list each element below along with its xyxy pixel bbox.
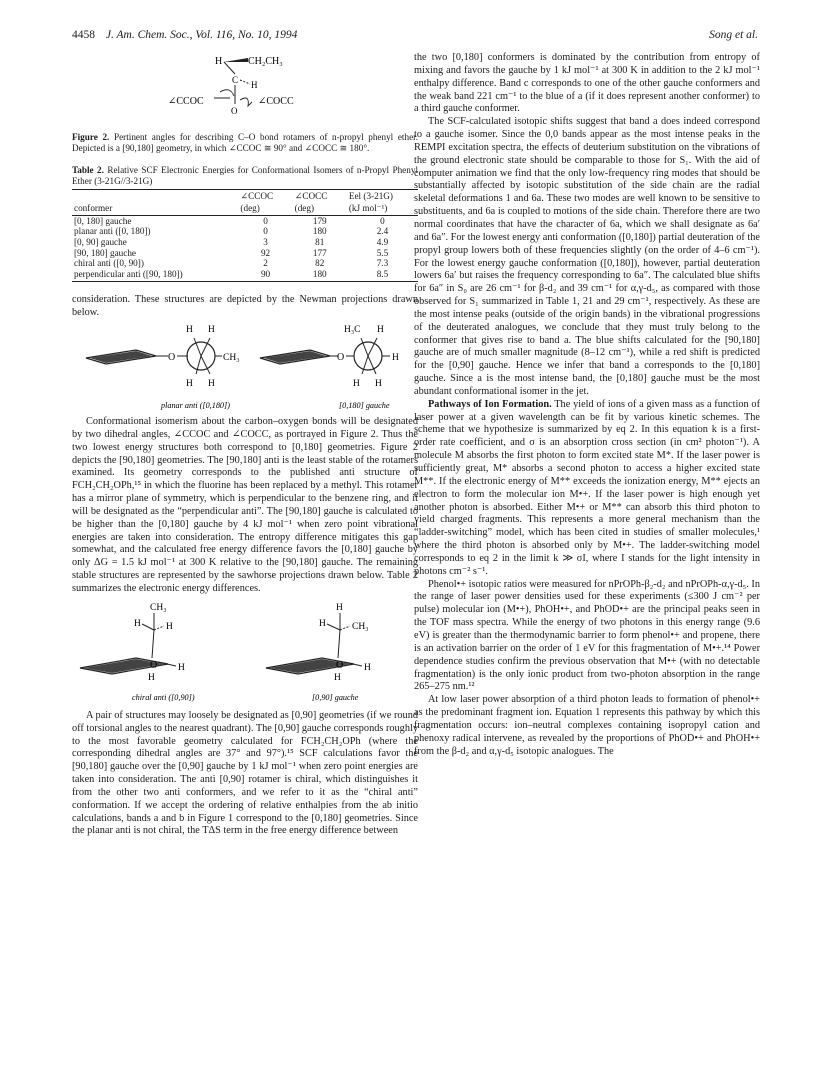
paragraph-phenol-ratios: Phenol•+ isotopic ratios were measured for nPrOPh-β₂-d₂ and nPrOPh-α,γ-d₅. In the range of laser power densities used for these experiments (≤300 J cm⁻² per pulse) molecular ion (M•+), PhOH•+, and PhOD•+ are the principal peaks seen in the TOF mass spectra. While the energy of two photons in this energy range (9.6 eV) is greater than the thermodynamic barrier to form phenol•+ and propene, there is an activation barrier on the order of 1 eV for this fragmentation of M•+.¹⁴ Power dependence studies confirm the previous observation that M•+ (with no detectable fragmentation) is the only ionic product from two-photon absorption in the range 265–275 nm.¹²: [414, 578, 760, 693]
left-column: [72, 52, 418, 838]
table-cell-cocc: 180: [293, 269, 347, 282]
table-2-header-row: [72, 189, 418, 202]
figure-2-caption: [72, 132, 418, 155]
table-2-title-text: Relative SCF Electronic Energies for Conformational Isomers of n-Propyl Phenyl Ether (3-21G//3-21G): [72, 164, 418, 186]
table-2-header-energy: Eel (3-21G): [347, 189, 418, 202]
table-cell-cocc: 180: [312, 226, 327, 237]
table-2-header-cocc-unit: (deg): [293, 202, 347, 215]
sawhorse-left-cc-bond: [152, 630, 154, 658]
sawhorse-right-bond-h2: [327, 624, 340, 630]
fig2-wedge-bond: [224, 58, 248, 62]
newman-gauche: [260, 325, 399, 410]
header-authors: Song et al.: [709, 29, 758, 41]
table-row: [72, 237, 418, 248]
sawhorse-right-cc-bond: [338, 630, 340, 658]
newman-projections: [72, 320, 418, 416]
newman-left-h4: H: [208, 379, 215, 390]
table-row: [72, 258, 418, 269]
newman-left-h2: H: [208, 325, 215, 336]
table-cell-energy: 7.3: [376, 258, 389, 269]
newman-right-h1: H: [377, 325, 384, 336]
newman-left-bond-d: [201, 356, 210, 374]
table-cell-energy: 0: [380, 215, 385, 226]
sawhorse-left-o: O: [150, 659, 158, 671]
table-cell-ccoc: 90: [238, 269, 292, 282]
fig2-c-label: C: [232, 75, 239, 85]
fig2-o-label: O: [231, 106, 238, 116]
newman-right-bond-d: [368, 356, 376, 374]
table-2-header-ccoc: ∠CCOC: [238, 189, 292, 202]
sawhorse-right-h3: H: [364, 662, 371, 673]
paragraph-two-conformers: the two [0,180] conformers is dominated by the contribution from entropy of mixing and favors the gauche by 1 kJ mol⁻¹ at 300 K in addition to the 2 kJ mol⁻¹ enthalpy difference. Band c corresponds to one of the other gauche conformers and the weak band 221 cm⁻¹ to the blue of a (if it does represent another conformer) to a third gauche conformer.: [414, 52, 760, 115]
sawhorse-right-h4: H: [334, 672, 341, 683]
sawhorse-left-ch3: CH₃: [150, 602, 167, 613]
table-row: [72, 215, 418, 226]
table-cell-conformer: perpendicular anti ([90, 180]): [72, 269, 238, 282]
newman-right-bond-c: [362, 356, 368, 374]
table-cell-conformer: [90, 180] gauche: [74, 247, 136, 258]
table-cell-cocc: 81: [315, 236, 325, 247]
paragraph-pair-of-structures: A pair of structures may loosely be designated as [0,90] geometries (if we round off torsional angles to the nearest quadrant). The [0,90] gauche corresponds roughly to the most favorable geometry calculated for FCH₂CH₂OPh (where the corresponding dihedral angles are 37° and 97°).¹⁵ SCF calculations favor the [90,180] gauche over the [0,90] gauche by 1 kJ mol⁻¹ when zero point energies are taken into consideration. The anti [0,90] rotamer is chiral, which distinguishes it from the other two anti conformers, and we refer to it as the “chiral anti” conformation. If we accept the ordering of relative enthalpies from the ab initio calculations, bands a and b in Figure 1 correspond to the [0,180] geometries. Since the planar anti is not chiral, the TΔS term in the free energy difference between: [72, 709, 418, 837]
newman-right-h3c: H₃C: [344, 325, 361, 336]
table-cell-energy: 5.5: [376, 247, 389, 258]
sawhorse-chiral-anti: [80, 603, 195, 702]
table-cell-ccoc: 0: [263, 226, 268, 237]
figure-2-caption-label: Figure 2.: [72, 132, 110, 142]
figure-2-diagram: [72, 52, 418, 132]
sawhorse-gauche: [266, 603, 371, 702]
figure-2-caption-text: Pertinent angles for describing C–O bond rotamers of n-propyl phenyl ether. Depicted is a [90,180] geometry, in which ∠CCOC ≅ 90° and ∠COCC ≅ 180°.: [72, 132, 418, 154]
section-heading-pathways: Pathways of Ion Formation.: [428, 398, 552, 410]
fig2-dash-bond: [240, 80, 250, 84]
table-cell-cocc: 179: [312, 215, 327, 226]
running-header: [72, 29, 758, 47]
newman-right-bond-a: [361, 338, 368, 356]
fig2-h2-label: H: [251, 80, 258, 90]
table-cell-conformer: chiral anti ([0, 90]): [74, 258, 144, 269]
sawhorse-right-label: [0,90] gauche: [312, 692, 359, 702]
sawhorse-right-ch3: CH₃: [352, 621, 369, 632]
fig2-ch2ch3-label: CH₂CH₃: [248, 56, 283, 67]
newman-right-h2: H: [353, 379, 360, 390]
sawhorse-right-h2: H: [319, 618, 326, 629]
table-cell-cocc: 82: [315, 258, 325, 269]
newman-left-h1: H: [186, 325, 193, 336]
sawhorse-left-bond-h2: [154, 626, 164, 630]
newman-left-o: O: [168, 352, 176, 364]
table-cell-ccoc: 0: [263, 215, 268, 226]
fig2-arc-right: [240, 98, 252, 106]
table-2-label: Table 2.: [72, 164, 104, 175]
table-row: [72, 269, 418, 282]
fig2-angle-cocc: ∠COCC: [258, 96, 294, 107]
table-2-title: [72, 165, 418, 187]
newman-left-bond-a: [194, 338, 201, 356]
sawhorse-left-label: chiral anti ([0,90]): [132, 692, 195, 702]
sawhorse-projections: [72, 596, 418, 706]
newman-left-label: planar anti ([0,180]): [161, 401, 230, 411]
fig2-bond-1: [224, 62, 235, 74]
sawhorse-left-bond-h1: [142, 624, 154, 630]
right-column: [414, 52, 760, 758]
fig2-angle-ccoc: ∠CCOC: [168, 96, 204, 107]
paragraph-scf-isotopic-shifts: The SCF-calculated isotopic shifts suggest that band a does indeed correspond to a gauche isomer. Since the 0,0 bands appear as the most intense peaks in the REMPI excitation spectra, the effects of deuterium substitution on the vibrations of the ground electronic state should be comparable to those for S₁. With the aid of computer animation we find that the only low-frequency ring modes that should be substantially affected by isotopic substitution of the side chain are the radial skeletal deformations 1 and 6a. These two modes are well known to be sensitive to substituents, and 6a is coupled to motions of the side chain. Therefore there are two normal coordinates that have the character of 6a, which we shall designate as 6a′ and 6a″. For the lowest energy anti conformation ([0,180]) partial deuteration of the propyl group lowers both of these frequencies slightly (on the order of 4–6 cm⁻¹). For the lowest energy gauche conformation ([0,180]), however, partial deuteration lowers 6a′ but raises the frequency corresponding to 6a″. The calculated blue shifts for 6a″ in S₀ are 26 cm⁻¹ for β-d₂ and 39 cm⁻¹ for α,γ-d₅, as compared with those observed for S₁ summarized in Table 1, 21 and 29 cm⁻¹, respectively. As these are the most intense peaks (outside of the origin bands) in the vibrational progressions of the deuterated analogues, we conclude that they must truly belong to the conformer that gives rise to band a. The blue shifts calculated for the [90,180] gauche are of much smaller magnitude (8–12 cm⁻¹), while a red shift is predicted for the [0,90] gauche. Hence we infer that band a corresponds to the [0,180] gauche. Since a is the most intense band, the [0,180] gauche must be the most abundant conformational isomer in the jet.: [414, 116, 760, 397]
journal-citation: J. Am. Chem. Soc., Vol. 116, No. 10, 1994: [105, 29, 298, 41]
table-2-header-row-2: [72, 202, 418, 215]
paragraph-pathways: [414, 399, 760, 579]
table-cell-conformer: planar anti ([0, 180]): [74, 226, 151, 237]
table-cell-energy: 8.5: [347, 269, 418, 282]
newman-right-o: O: [337, 352, 345, 364]
table-2: [72, 189, 418, 283]
sawhorse-right-bond-ch3: [340, 626, 350, 630]
paragraph-conformational-isomerism: Conformational isomerism about the carbon–oxygen bonds will be designated by two dihedral angles, ∠CCOC and ∠COCC, as portrayed in Figure 2. Thus the two lowest energy structures both correspond to [0,180] geometries. Figure 2 depicts the [90,180] geometries. The [90,180] anti is the least stable of the rotamers examined. Its geometry corresponds to the published anti structure of FCH₂CH₂OPh,¹⁵ in which the fluorine has been replaced by a methyl. This rotamer has a mirror plane of symmetry, which is perpendicular to the benzene ring, and it will be designated as the “perpendicular anti”. The [90,180] gauche is calculated to be higher than the [0,180] gauche by 4 kJ mol⁻¹ when zero point vibrational energies are taken into consideration. The entropy difference mitigates this gap somewhat, and the calculated free energy difference favors the [0,180] gauche by only ΔG = 1.5 kJ mol⁻¹ at 300 K relative to the [90,180] gauche. The remaining stable structures are represented by the sawhorse projections drawn below. Table 2 summarizes the electronic energy differences.: [72, 416, 418, 594]
table-2-header-ccoc-unit: (deg): [238, 202, 292, 215]
sawhorse-left-h2: H: [166, 621, 173, 632]
table-cell-ccoc: 92: [260, 247, 271, 258]
newman-left-bond-c: [196, 356, 201, 374]
table-2-header-energy-unit: (kJ mol⁻¹): [347, 202, 418, 215]
newman-right-h3: H: [375, 379, 382, 390]
sawhorse-right-o: O: [336, 659, 344, 671]
newman-right-bond-b: [368, 338, 377, 356]
fig2-arc-left: [220, 90, 234, 96]
newman-planar-anti: [86, 325, 240, 410]
table-2-header-cocc: ∠COCC: [293, 189, 347, 202]
table-2-header-conformer: conformer: [72, 202, 238, 215]
paragraph-low-laser-power: At low laser power absorption of a third photon leads to formation of phenol•+ as the predominant fragment ion. Equation 1 represents this pathway by which this fragmentation occurs: ion–neutral complexes containing isopropyl cation and phenoxy radical intervene, as revealed by the proportions of PhOD•+ and PhOH•+ from the β-d₂ and α,γ-d₅ isotopic analogues. The: [414, 694, 760, 757]
table-cell-energy: 2.4: [376, 226, 389, 237]
table-cell-ccoc: 3: [263, 236, 268, 247]
newman-right-label: [0,180] gauche: [339, 401, 390, 411]
sawhorse-left-h4: H: [148, 672, 155, 683]
table-cell-conformer: [0, 90] gauche: [74, 236, 127, 247]
newman-right-h4: H: [392, 353, 399, 364]
table-2-header-blank: [72, 189, 238, 202]
paragraph-consideration: consideration. These structures are depicted by the Newman projections drawn below.: [72, 294, 418, 319]
paragraph-pathways-text: The yield of ions of a given mass as a function of laser power at a given wavelength can be fit by various kinetic schemes. The scheme that we hypothesize is summarized by eq 2. In this equation k is a first-order rate coefficient, and σ is an absorption cross section (in cm² photon⁻¹). A molecule M absorbs the first photon to form excited state M*. If the laser power is sufficiently great, M* absorbs a second photon to access a higher excited state M**. If the electronic energy of M** exceeds the ionization energy, M** ejects an electron to form the molecular ion M•+. If the laser power is high enough yet another photon is absorbed. Either M•+ or M** can absorb this third photon to yield charged fragments. This represents a more general mechanism than the “ladder-switching” model, which has been cited in studies of smaller molecules,¹ where the third photon is absorbed only by M•+. The ladder-switching model corresponds to eq 2 in the limit k ≫ σI, where I stands for the light intensity in photons cm⁻² s⁻¹.: [414, 398, 760, 577]
newman-left-bond-b: [201, 338, 210, 356]
newman-left-ch3: CH₃: [223, 353, 240, 364]
table-cell-conformer: [0, 180] gauche: [74, 215, 132, 226]
table-row: [72, 226, 418, 237]
header-left: [72, 29, 297, 41]
table-cell-energy: 4.9: [376, 236, 389, 247]
fig2-h-label: H: [215, 56, 223, 67]
table-row: [72, 248, 418, 259]
sawhorse-left-h3: H: [178, 662, 185, 673]
table-cell-ccoc: 2: [263, 258, 268, 269]
page-number: 4458: [72, 29, 95, 41]
sawhorse-right-h1: H: [336, 602, 343, 613]
newman-left-h3: H: [186, 379, 193, 390]
table-cell-cocc: 177: [312, 247, 327, 258]
sawhorse-left-h1: H: [134, 618, 141, 629]
